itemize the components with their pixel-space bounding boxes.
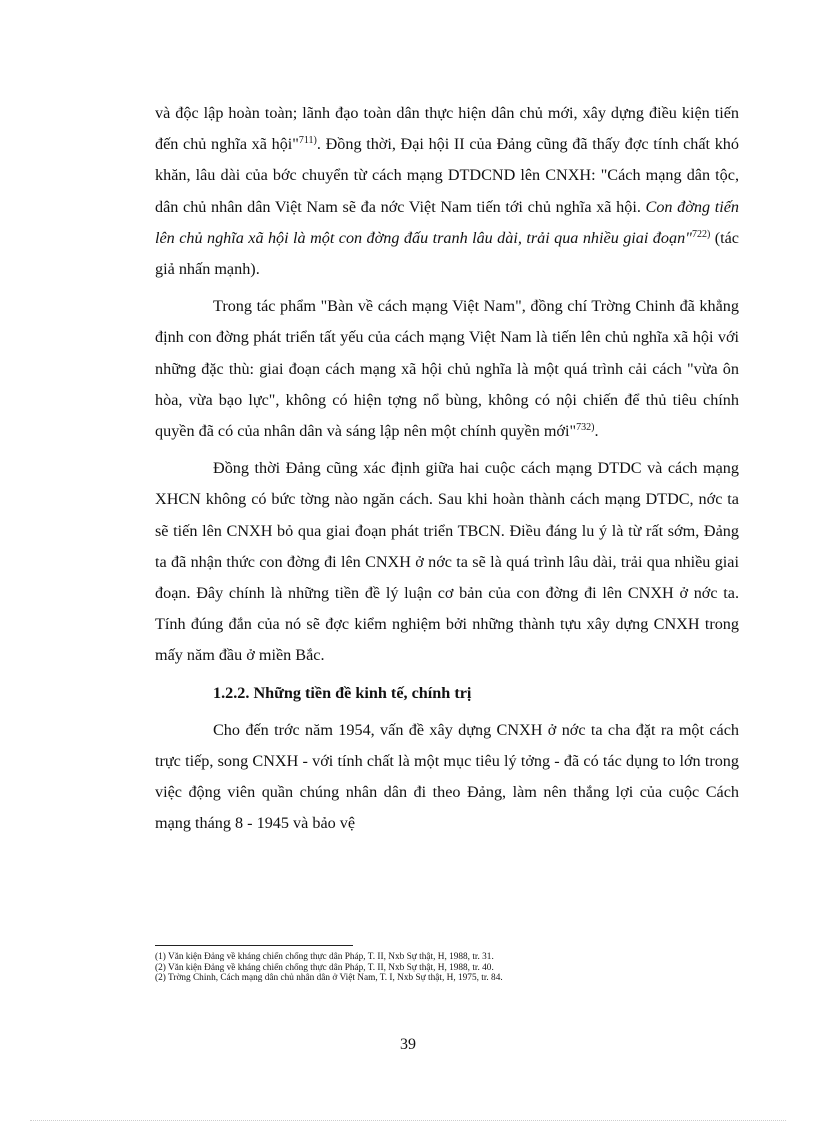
body-text <box>155 98 739 840</box>
footnotes <box>155 945 739 984</box>
paragraph-4: Cho đến trớc năm 1954, vấn đề xây dựng CNXH ở nớc ta cha đặt ra một cách trực tiếp, song CNXH - với tính chất là một mục tiêu lý tởng - đã có tác dụng to lớn trong việc động viên quần chúng nhân dân đi theo Đảng, làm nên thắng lợi của cuộc Cách mạng tháng 8 - 1945 và bảo vệ <box>155 720 739 833</box>
p1-text-c: (tác giả nhấn mạnh). <box>155 228 739 279</box>
paragraph-2 <box>155 291 739 447</box>
footnote-2: (2) Văn kiện Đảng về kháng chiến chống thực dân Pháp, T. II, Nxb Sự thật, H, 1988, tr. 40. <box>155 962 494 973</box>
p2-text-b: . <box>594 422 599 441</box>
footnote-ref-1: 711) <box>298 135 317 147</box>
paragraph-1 <box>155 98 739 285</box>
p1-text-a: và độc lập hoàn toàn; lãnh đạo toàn dân thực hiện dân chủ mới, xây dựng điều kiện tiến đến chủ nghĩa xã hội" <box>155 104 739 154</box>
footnote-ref-2: 722) <box>691 228 711 240</box>
page-bottom-divider <box>30 1120 786 1121</box>
footnote-ref-3: 732) <box>576 422 595 434</box>
paragraph-3: Đồng thời Đảng cũng xác định giữa hai cuộc cách mạng DTDC và cách mạng XHCN không có bức tờng nào ngăn cách. Sau khi hoàn thành cách mạng DTDC, nớc ta sẽ tiến lên CNXH bỏ qua giai đoạn phát triển TBCN. Điều đáng lu ý là từ rất sớm, Đảng ta đã nhận thức con đờng đi lên CNXH ở nớc ta sẽ là quá trình lâu dài, trải qua nhiều giai đoạn. Đây chính là những tiền đề lý luận cơ bản của con đờng đi lên CNXH ở nớc ta. Tính đúng đắn của nó sẽ đợc kiểm nghiệm bởi những thành tựu xây dựng CNXH trong mấy năm đầu ở miền Bắc. <box>155 459 739 665</box>
page-number: 39 <box>400 1036 416 1053</box>
p1-text-b: . Đồng thời, Đại hội II của Đảng cũng đã thấy đợc tính chất khó khăn, lâu dài của bớc chuyển từ cách mạng DTDCND lên CNXH: "Cách mạng dân tộc, dân chủ nhân dân Việt Nam sẽ đa nớc Việt Nam tiến tới chủ nghĩa xã hội. <box>155 135 739 216</box>
section-heading: 1.2.2. Những tiền đề kinh tế, chính trị <box>213 683 472 702</box>
footnote-separator <box>155 945 353 946</box>
p2-text-a: Trong tác phẩm "Bàn về cách mạng Việt Nam", đồng chí Trờng Chinh đã khẳng định con đờng phát triển tất yếu của cách mạng Việt Nam là tiến lên chủ nghĩa xã hội với những đặc thù: giai đoạn cách mạng xã hội chủ nghĩa là một quá trình cải cách "vừa ôn hòa, vừa bạo lực", không có hiện tợng nổ bùng, không có nội chiến để thủ tiêu chính quyền đã có của nhân dân và sáng lập nên một chính quyền mới" <box>155 297 739 441</box>
p1-italic-quote: Con đờng tiến lên chủ nghĩa xã hội là một con đờng đấu tranh lâu dài, trải qua nhiều giai đoạn" <box>155 197 739 247</box>
footnote-1: (1) Văn kiện Đảng về kháng chiến chống thực dân Pháp, T. II, Nxb Sự thật, H, 1988, tr. 31. <box>155 952 494 962</box>
footnote-3: (2) Trờng Chinh, Cách mạng dân chủ nhân dân ở Việt Nam, T. I, Nxb Sự thật, H, 1975, tr. 84. <box>155 973 503 983</box>
